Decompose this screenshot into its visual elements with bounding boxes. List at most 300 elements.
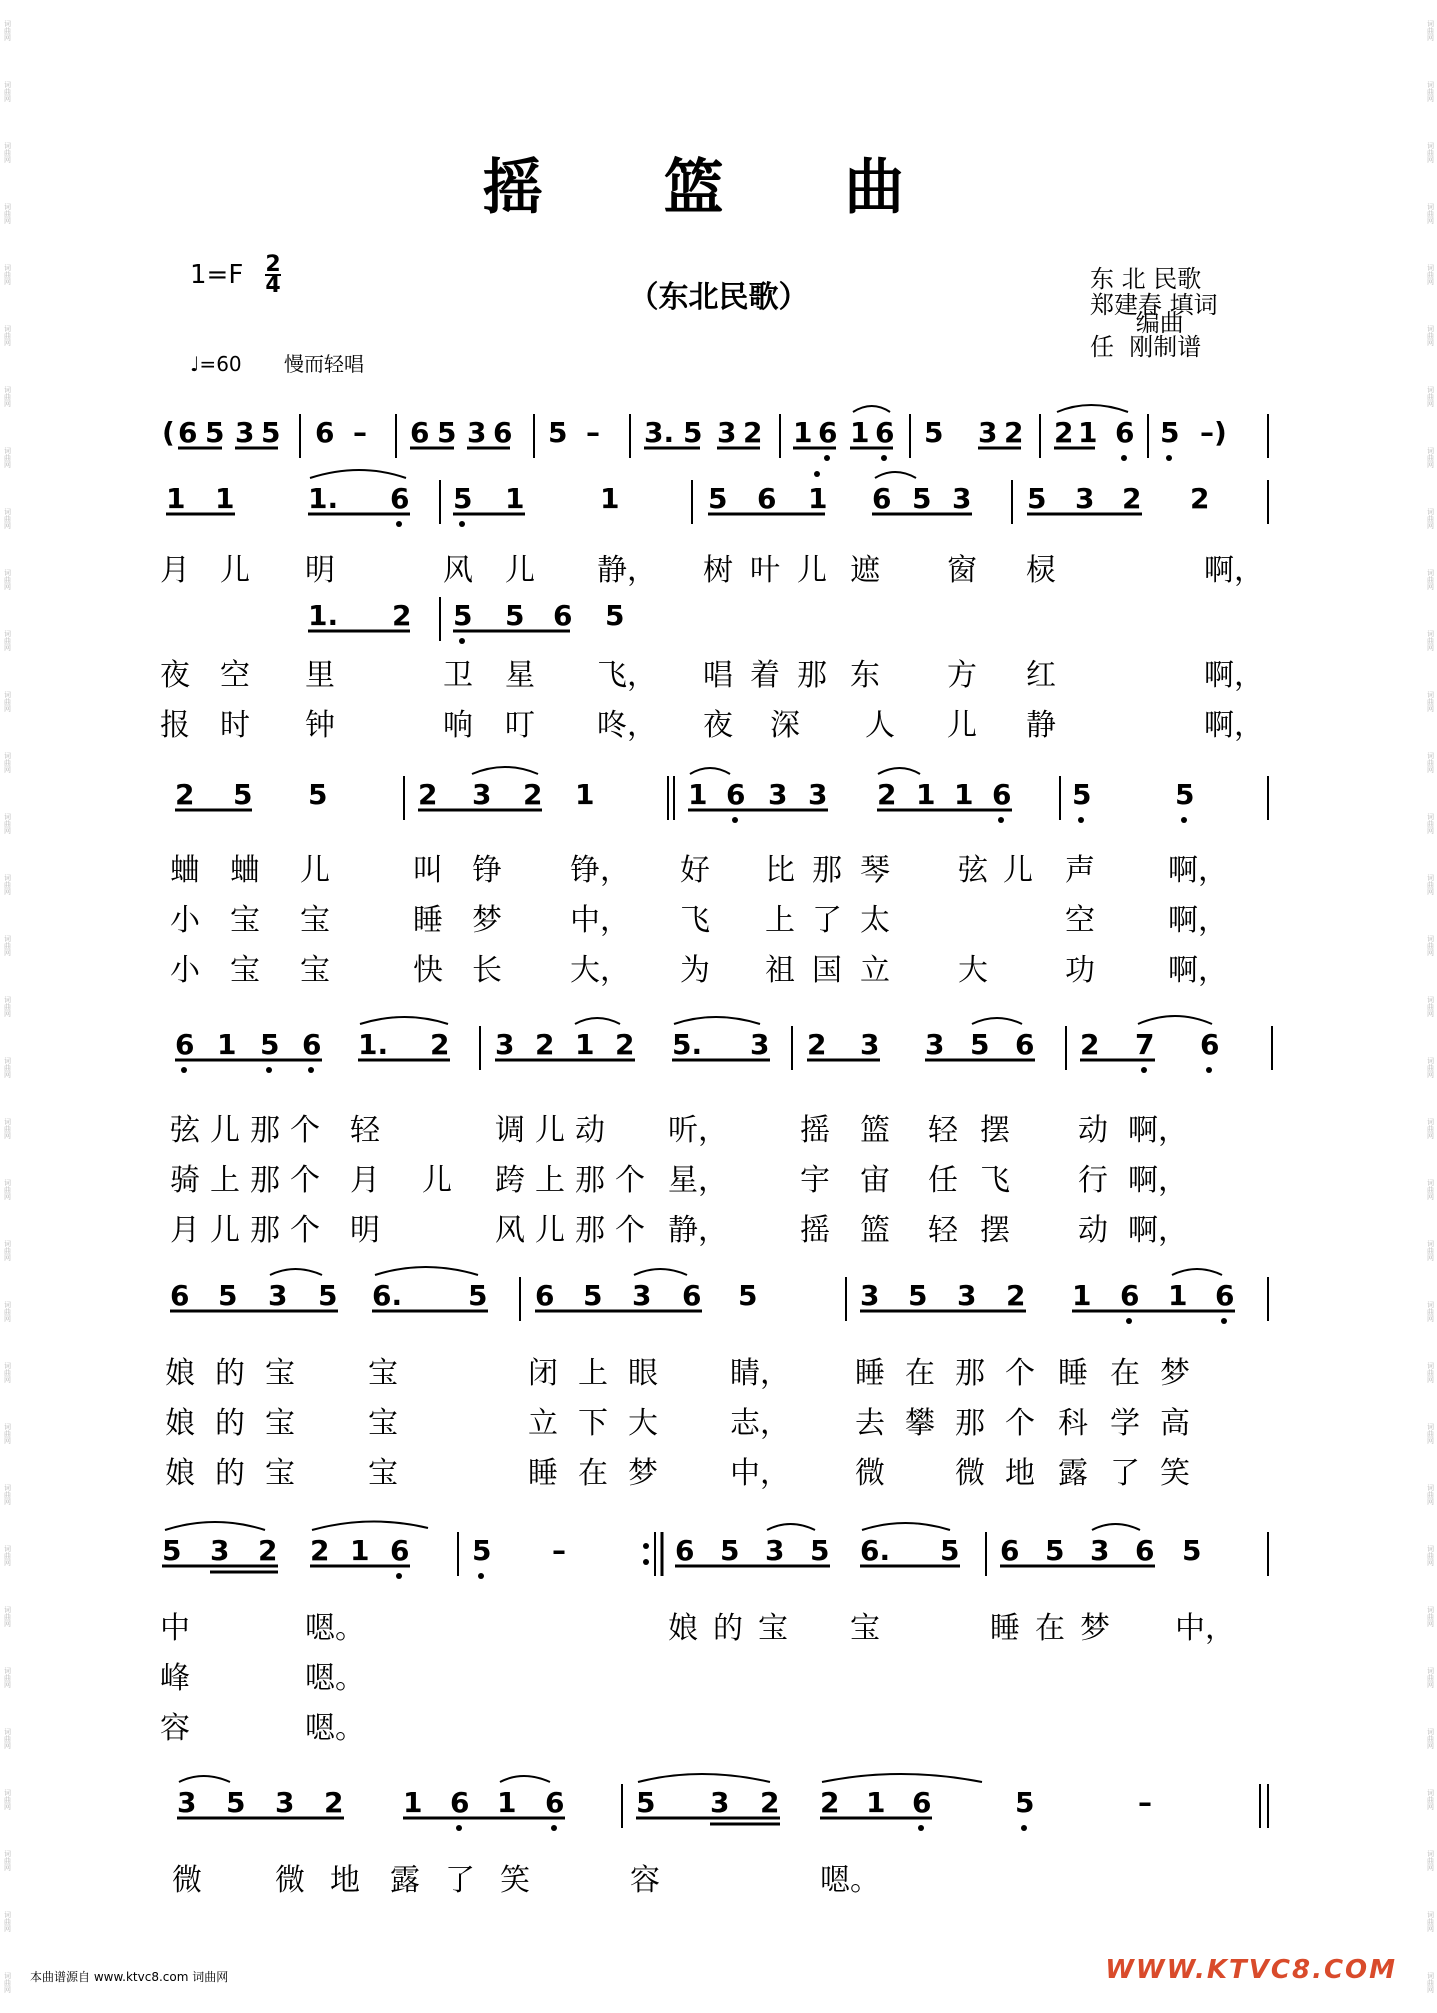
- lyric-line-s6: [160, 1855, 1280, 1898]
- lyric-char: 那: [812, 853, 842, 888]
- svg-text:3: 3: [1075, 482, 1095, 515]
- lyric-char: 的: [215, 1456, 245, 1491]
- notation-row: [160, 400, 1280, 464]
- lyric-char: 那: [250, 1163, 280, 1198]
- svg-text:5: 5: [1182, 1534, 1202, 1567]
- lyric-char: 摇: [800, 1213, 830, 1248]
- notation-row: [160, 1263, 1280, 1327]
- lyric-char: 个: [290, 1163, 320, 1198]
- svg-text:6: 6: [450, 1786, 470, 1819]
- lyric-line-s4-v3: [160, 1448, 1280, 1491]
- lyric-char: 静: [1026, 708, 1056, 743]
- lyric-char: 上: [765, 903, 795, 938]
- svg-text:1: 1: [793, 416, 813, 449]
- source-credit: 本曲谱源自 www.ktvc8.com 词曲网: [30, 1970, 229, 1984]
- lyric-char: 宝: [230, 903, 260, 938]
- svg-text:1: 1: [916, 778, 936, 811]
- svg-text:1: 1: [403, 1786, 423, 1819]
- lyric-char: 志，: [730, 1406, 790, 1441]
- lyric-char: 唱: [703, 658, 733, 693]
- svg-text:3: 3: [177, 1786, 197, 1819]
- lyric-line-s4-v1: [160, 1348, 1280, 1391]
- lyric-line-s3-v2: [160, 1155, 1280, 1198]
- lyric-char: 长: [472, 953, 502, 988]
- svg-text:3: 3: [925, 1028, 945, 1061]
- svg-text:6: 6: [726, 778, 746, 811]
- lyric-char: 下: [578, 1406, 608, 1441]
- lyric-char: 功: [1065, 953, 1095, 988]
- lyric-char: 星，: [668, 1163, 728, 1198]
- svg-text:5: 5: [218, 1279, 238, 1312]
- svg-text:6: 6: [535, 1279, 555, 1312]
- lyric-char: 闭: [528, 1356, 558, 1391]
- svg-text:1: 1: [1072, 1279, 1092, 1312]
- lyric-char: 的: [713, 1611, 743, 1646]
- svg-text:5: 5: [940, 1534, 960, 1567]
- svg-text:3: 3: [275, 1786, 295, 1819]
- lyric-char: 宝: [265, 1356, 295, 1391]
- svg-text:5: 5: [437, 416, 457, 449]
- lyric-char: 个: [290, 1213, 320, 1248]
- lyric-char: 中，: [730, 1456, 790, 1491]
- lyric-char: 宝: [300, 903, 330, 938]
- expression-mark: 慢而轻唱: [284, 352, 364, 376]
- lyric-char: 立: [528, 1406, 558, 1441]
- svg-text:3: 3: [717, 416, 737, 449]
- lyric-char: 地: [1005, 1456, 1035, 1491]
- svg-text:2: 2: [535, 1028, 555, 1061]
- subtitle: （东北民歌）: [628, 280, 809, 315]
- lyric-char: 星: [505, 658, 535, 693]
- notation-row: [160, 1770, 1280, 1834]
- svg-text:3: 3: [632, 1279, 652, 1312]
- notation-row-svg: [160, 1263, 1280, 1327]
- lyric-char: 轻: [928, 1113, 958, 1148]
- lyric-char: 时: [220, 708, 250, 743]
- lyric-char: 睡: [1058, 1356, 1088, 1391]
- svg-text:5: 5: [636, 1786, 656, 1819]
- lyric-char: 快: [413, 953, 443, 988]
- site-logo: [1105, 1955, 1397, 1985]
- lyric-char: 娘: [668, 1611, 698, 1646]
- svg-text:1: 1: [350, 1534, 370, 1567]
- lyric-line-verse-3: [160, 700, 1280, 743]
- lyric-char: 为: [680, 953, 710, 988]
- svg-text:5: 5: [924, 416, 944, 449]
- svg-text:–: –: [586, 416, 600, 449]
- svg-text:3: 3: [467, 416, 487, 449]
- svg-text:6: 6: [553, 599, 573, 632]
- svg-text:1: 1: [497, 1786, 517, 1819]
- lyric-char: 睛，: [730, 1356, 790, 1391]
- svg-text:2: 2: [175, 778, 195, 811]
- svg-text:3: 3: [235, 416, 255, 449]
- lyric-char: 微: [172, 1863, 202, 1898]
- lyric-char: 树: [703, 553, 733, 588]
- lyric-char: 动: [1078, 1213, 1108, 1248]
- lyric-char: 好: [680, 853, 710, 888]
- lyric-char: 任: [928, 1163, 958, 1198]
- lyric-char: 宝: [850, 1611, 880, 1646]
- tempo-marking: [190, 348, 364, 377]
- lyric-char: 静，: [597, 553, 657, 588]
- notation-row-svg: [160, 400, 1280, 464]
- lyric-char: 弦: [958, 853, 988, 888]
- lyric-char: 宙: [860, 1163, 890, 1198]
- svg-text:5: 5: [1027, 482, 1047, 515]
- svg-text:–): –): [1200, 416, 1227, 449]
- svg-text:3: 3: [1090, 1534, 1110, 1567]
- lyric-char: 调: [495, 1113, 525, 1148]
- svg-text:1: 1: [954, 778, 974, 811]
- lyric-char: 响: [443, 708, 473, 743]
- svg-text:6: 6: [410, 416, 430, 449]
- lyric-char: 儿: [535, 1113, 565, 1148]
- lyric-char: 卫: [443, 658, 473, 693]
- svg-text:6: 6: [1215, 1279, 1235, 1312]
- svg-text:3: 3: [860, 1279, 880, 1312]
- lyric-char: 跨: [495, 1163, 525, 1198]
- svg-text:2: 2: [807, 1028, 827, 1061]
- lyric-char: 眼: [628, 1356, 658, 1391]
- svg-text:2: 2: [615, 1028, 635, 1061]
- lyric-char: 中，: [1175, 1611, 1235, 1646]
- lyric-char: 叫: [413, 853, 443, 888]
- svg-text:2: 2: [1054, 416, 1074, 449]
- lyric-char: 夜: [703, 708, 733, 743]
- lyric-line-s4-v2: [160, 1398, 1280, 1441]
- svg-text:5: 5: [505, 599, 525, 632]
- svg-text:5: 5: [260, 1028, 280, 1061]
- lyric-char: 叶: [750, 553, 780, 588]
- svg-text:6: 6: [875, 416, 895, 449]
- svg-text:5: 5: [205, 416, 225, 449]
- lyric-char: 的: [215, 1356, 245, 1391]
- lyric-char: 月: [160, 553, 190, 588]
- lyric-char: 大，: [570, 953, 630, 988]
- lyric-char: 月: [170, 1213, 200, 1248]
- time-sig-top: 2: [265, 252, 281, 277]
- notation-row-svg: [160, 583, 1280, 647]
- lyric-char: 个: [1005, 1356, 1035, 1391]
- song-title: 摇 篮 曲: [482, 153, 955, 223]
- svg-text:1.: 1.: [358, 1028, 389, 1061]
- svg-text:1: 1: [575, 1028, 595, 1061]
- svg-text:5: 5: [233, 778, 253, 811]
- lyric-char: 睡: [855, 1356, 885, 1391]
- svg-text:6: 6: [170, 1279, 190, 1312]
- svg-text:2: 2: [258, 1534, 278, 1567]
- lyric-char: 中，: [570, 903, 630, 938]
- lyric-line-s5-v3: [160, 1703, 1280, 1746]
- lyric-char: 红: [1026, 658, 1056, 693]
- lyric-char: 宝: [300, 953, 330, 988]
- lyric-char: 啊，: [1128, 1113, 1188, 1148]
- lyric-char: 窗: [947, 553, 977, 588]
- lyric-char: 太: [860, 903, 890, 938]
- lyric-char: 儿: [505, 553, 535, 588]
- lyric-char: 小: [170, 903, 200, 938]
- lyric-char: 大: [958, 953, 988, 988]
- svg-text:6: 6: [390, 1534, 410, 1567]
- lyric-char: 骑: [170, 1163, 200, 1198]
- lyric-char: 比: [765, 853, 795, 888]
- lyric-char: 东: [850, 658, 880, 693]
- svg-text:5: 5: [912, 482, 932, 515]
- svg-text:6: 6: [1000, 1534, 1020, 1567]
- lyric-char: 报: [160, 708, 190, 743]
- svg-text:6: 6: [675, 1534, 695, 1567]
- svg-text:6: 6: [1015, 1028, 1035, 1061]
- lyric-char: 睡: [413, 903, 443, 938]
- svg-text:3.: 3.: [644, 416, 675, 449]
- lyric-char: 嗯。: [305, 1661, 365, 1696]
- lyric-char: 深: [770, 708, 800, 743]
- svg-text:5: 5: [970, 1028, 990, 1061]
- lyric-line-s3-v3: [160, 1205, 1280, 1248]
- lyric-char: 大: [628, 1406, 658, 1441]
- lyric-char: 摇: [800, 1113, 830, 1148]
- lyric-char: 方: [947, 658, 977, 693]
- lyric-char: 高: [1160, 1406, 1190, 1441]
- svg-text:(: (: [162, 416, 175, 449]
- svg-text:6: 6: [992, 778, 1012, 811]
- lyric-char: 儿: [300, 853, 330, 888]
- lyric-char: 了: [1110, 1456, 1140, 1491]
- svg-text:2: 2: [523, 778, 543, 811]
- lyric-line-verse-2: [160, 650, 1280, 693]
- svg-text:5: 5: [738, 1279, 758, 1312]
- lyric-char: 月: [350, 1163, 380, 1198]
- svg-text:6: 6: [682, 1279, 702, 1312]
- svg-text:3: 3: [765, 1534, 785, 1567]
- svg-text:3: 3: [952, 482, 972, 515]
- lyric-char: 儿: [210, 1213, 240, 1248]
- lyric-char: 着: [750, 658, 780, 693]
- svg-text:3: 3: [710, 1786, 730, 1819]
- lyric-char: 去: [855, 1406, 885, 1441]
- lyric-char: 空: [220, 658, 250, 693]
- lyric-line-s2-v2: [160, 895, 1280, 938]
- lyric-char: 铮，: [570, 853, 630, 888]
- lyric-char: 嗯。: [305, 1611, 365, 1646]
- lyric-char: 风: [443, 553, 473, 588]
- lyric-char: 啊，: [1204, 708, 1264, 743]
- left-watermark-strip: 词曲网 词曲网 词曲网 词曲网 词曲网 词曲网 词曲网 词曲网 词曲网 词曲网 词曲网 词曲网 词曲网 词曲网 词曲网 词曲网 词曲网 词曲网 词曲网 词曲网 词曲网 词曲网 词曲网 词曲网 词曲网 词曲网 词曲网 词曲网 词曲网 词曲网 词曲网 词曲网 词曲网: [3, 20, 12, 1993]
- lyric-char: 嗯。: [305, 1711, 365, 1746]
- svg-text:6: 6: [1120, 1279, 1140, 1312]
- svg-text:2: 2: [1190, 482, 1210, 515]
- svg-text:5: 5: [908, 1279, 928, 1312]
- svg-text:6: 6: [818, 416, 838, 449]
- lyric-char: 空: [1065, 903, 1095, 938]
- lyric-char: 啊，: [1204, 553, 1264, 588]
- lyric-char: 明: [350, 1213, 380, 1248]
- svg-text:5: 5: [318, 1279, 338, 1312]
- lyric-char: 啊，: [1168, 953, 1228, 988]
- svg-text:1: 1: [850, 416, 870, 449]
- lyric-char: 容: [160, 1711, 190, 1746]
- lyric-char: 飞，: [597, 658, 657, 693]
- lyric-char: 宝: [368, 1356, 398, 1391]
- svg-text:3: 3: [957, 1279, 977, 1312]
- lyric-char: 上: [210, 1163, 240, 1198]
- lyric-char: 人: [865, 708, 895, 743]
- lyric-char: 啊，: [1204, 658, 1264, 693]
- lyric-char: 行: [1078, 1163, 1108, 1198]
- lyric-char: 听，: [668, 1113, 728, 1148]
- lyric-char: 儿: [210, 1113, 240, 1148]
- lyric-char: 露: [390, 1863, 420, 1898]
- lyric-char: 个: [615, 1213, 645, 1248]
- lyric-char: 风: [495, 1213, 525, 1248]
- lyric-char: 蛐: [230, 853, 260, 888]
- svg-text:5: 5: [1160, 416, 1180, 449]
- lyric-char: 啊，: [1128, 1213, 1188, 1248]
- svg-text:5: 5: [472, 1534, 492, 1567]
- svg-text:5: 5: [1045, 1534, 1065, 1567]
- svg-text:2: 2: [430, 1028, 450, 1061]
- svg-text:1.: 1.: [308, 482, 339, 515]
- lyric-char: 那: [955, 1356, 985, 1391]
- lyric-char: 动: [1078, 1113, 1108, 1148]
- lyric-char: 啊，: [1168, 853, 1228, 888]
- svg-text:5: 5: [1015, 1786, 1035, 1819]
- lyric-char: 宝: [758, 1611, 788, 1646]
- lyric-char: 个: [1005, 1406, 1035, 1441]
- lyric-char: 蛐: [170, 853, 200, 888]
- svg-text:1: 1: [1078, 416, 1098, 449]
- svg-text:3: 3: [472, 778, 492, 811]
- lyric-char: 梦: [472, 903, 502, 938]
- lyric-char: 宝: [368, 1456, 398, 1491]
- lyric-char: 宝: [368, 1406, 398, 1441]
- svg-text:1: 1: [688, 778, 708, 811]
- lyric-char: 笑: [1160, 1456, 1190, 1491]
- lyric-char: 睡: [528, 1456, 558, 1491]
- svg-text:5.: 5.: [672, 1028, 703, 1061]
- notation-row: [160, 583, 1280, 647]
- svg-text:6: 6: [175, 1028, 195, 1061]
- lyric-char: 啊，: [1128, 1163, 1188, 1198]
- lyric-char: 儿: [1003, 853, 1033, 888]
- lyric-char: 飞: [680, 903, 710, 938]
- lyric-char: 嗯。: [820, 1863, 880, 1898]
- lyric-char: 国: [812, 953, 842, 988]
- svg-text:2: 2: [1006, 1279, 1026, 1312]
- lyric-line-verse-1: [160, 545, 1280, 588]
- lyric-char: 啊，: [1168, 903, 1228, 938]
- lyric-char: 那: [250, 1113, 280, 1148]
- svg-text:2: 2: [1122, 482, 1142, 515]
- lyric-char: 上: [535, 1163, 565, 1198]
- notation-row-svg: [160, 1518, 1280, 1582]
- svg-text:5: 5: [683, 416, 703, 449]
- svg-text:5: 5: [548, 416, 568, 449]
- lyric-char: 钟: [305, 708, 335, 743]
- lyric-char: 遮: [850, 553, 880, 588]
- lyric-char: 儿: [947, 708, 977, 743]
- svg-text:6: 6: [493, 416, 513, 449]
- svg-text:5: 5: [708, 482, 728, 515]
- lyric-char: 动: [575, 1113, 605, 1148]
- svg-text:6: 6: [872, 482, 892, 515]
- lyric-char: 宝: [230, 953, 260, 988]
- lyric-char: 的: [215, 1406, 245, 1441]
- lyric-char: 那: [250, 1213, 280, 1248]
- lyric-char: 娘: [165, 1456, 195, 1491]
- svg-text:5: 5: [605, 599, 625, 632]
- svg-text:3: 3: [860, 1028, 880, 1061]
- notation-row: [160, 466, 1280, 530]
- lyric-char: 学: [1110, 1406, 1140, 1441]
- lyric-char: 篮: [860, 1113, 890, 1148]
- svg-text:6: 6: [912, 1786, 932, 1819]
- lyric-char: 立: [860, 953, 890, 988]
- svg-text:3: 3: [768, 778, 788, 811]
- lyric-char: 那: [575, 1163, 605, 1198]
- lyric-char: 叮: [505, 708, 535, 743]
- tempo-bpm: ♩=60: [190, 352, 242, 376]
- svg-text:6: 6: [1135, 1534, 1155, 1567]
- lyric-line-s2-v3: [160, 945, 1280, 988]
- svg-text:5: 5: [720, 1534, 740, 1567]
- svg-text:1: 1: [166, 482, 186, 515]
- lyric-char: 娘: [165, 1406, 195, 1441]
- notation-row-svg: [160, 466, 1280, 530]
- notation-row: [160, 1518, 1280, 1582]
- lyric-char: 儿: [220, 553, 250, 588]
- svg-text:2: 2: [820, 1786, 840, 1819]
- lyric-char: 宝: [265, 1406, 295, 1441]
- svg-text:2: 2: [392, 599, 412, 632]
- svg-text:6: 6: [757, 482, 777, 515]
- lyric-char: 在: [905, 1356, 935, 1391]
- notation-row-svg: [160, 762, 1280, 826]
- lyric-char: 梦: [628, 1456, 658, 1491]
- svg-text:5: 5: [453, 599, 473, 632]
- svg-text:5: 5: [308, 778, 328, 811]
- svg-text:–: –: [552, 1534, 566, 1567]
- svg-text:5: 5: [226, 1786, 246, 1819]
- lyric-char: 在: [1110, 1356, 1140, 1391]
- lyric-char: 弦: [170, 1113, 200, 1148]
- lyric-char: 里: [305, 658, 335, 693]
- lyric-char: 个: [290, 1113, 320, 1148]
- svg-text:6: 6: [1200, 1028, 1220, 1061]
- lyric-char: 梦: [1160, 1356, 1190, 1391]
- svg-text:–: –: [353, 416, 367, 449]
- svg-text:5: 5: [162, 1534, 182, 1567]
- svg-text:5: 5: [453, 482, 473, 515]
- lyric-char: 摆: [980, 1213, 1010, 1248]
- key-signature: 1=F: [190, 260, 244, 290]
- lyric-char: 攀: [905, 1406, 935, 1441]
- lyric-char: 夜: [160, 658, 190, 693]
- right-watermark-strip: 词曲网 词曲网 词曲网 词曲网 词曲网 词曲网 词曲网 词曲网 词曲网 词曲网 词曲网 词曲网 词曲网 词曲网 词曲网 词曲网 词曲网 词曲网 词曲网 词曲网 词曲网 词曲网 词曲网 词曲网 词曲网 词曲网 词曲网 词曲网 词曲网 词曲网 词曲网 词曲网 词曲网: [1426, 20, 1435, 1993]
- svg-text:2: 2: [310, 1534, 330, 1567]
- notation-row: [160, 762, 1280, 826]
- lyric-char: 了: [445, 1863, 475, 1898]
- lyric-char: 摆: [980, 1113, 1010, 1148]
- lyric-char: 那: [575, 1213, 605, 1248]
- svg-text:6.: 6.: [860, 1534, 891, 1567]
- lyric-char: 容: [630, 1863, 660, 1898]
- lyric-char: 琴: [860, 853, 890, 888]
- svg-text:6.: 6.: [372, 1279, 403, 1312]
- lyric-char: 那: [955, 1406, 985, 1441]
- lyric-char: 微: [275, 1863, 305, 1898]
